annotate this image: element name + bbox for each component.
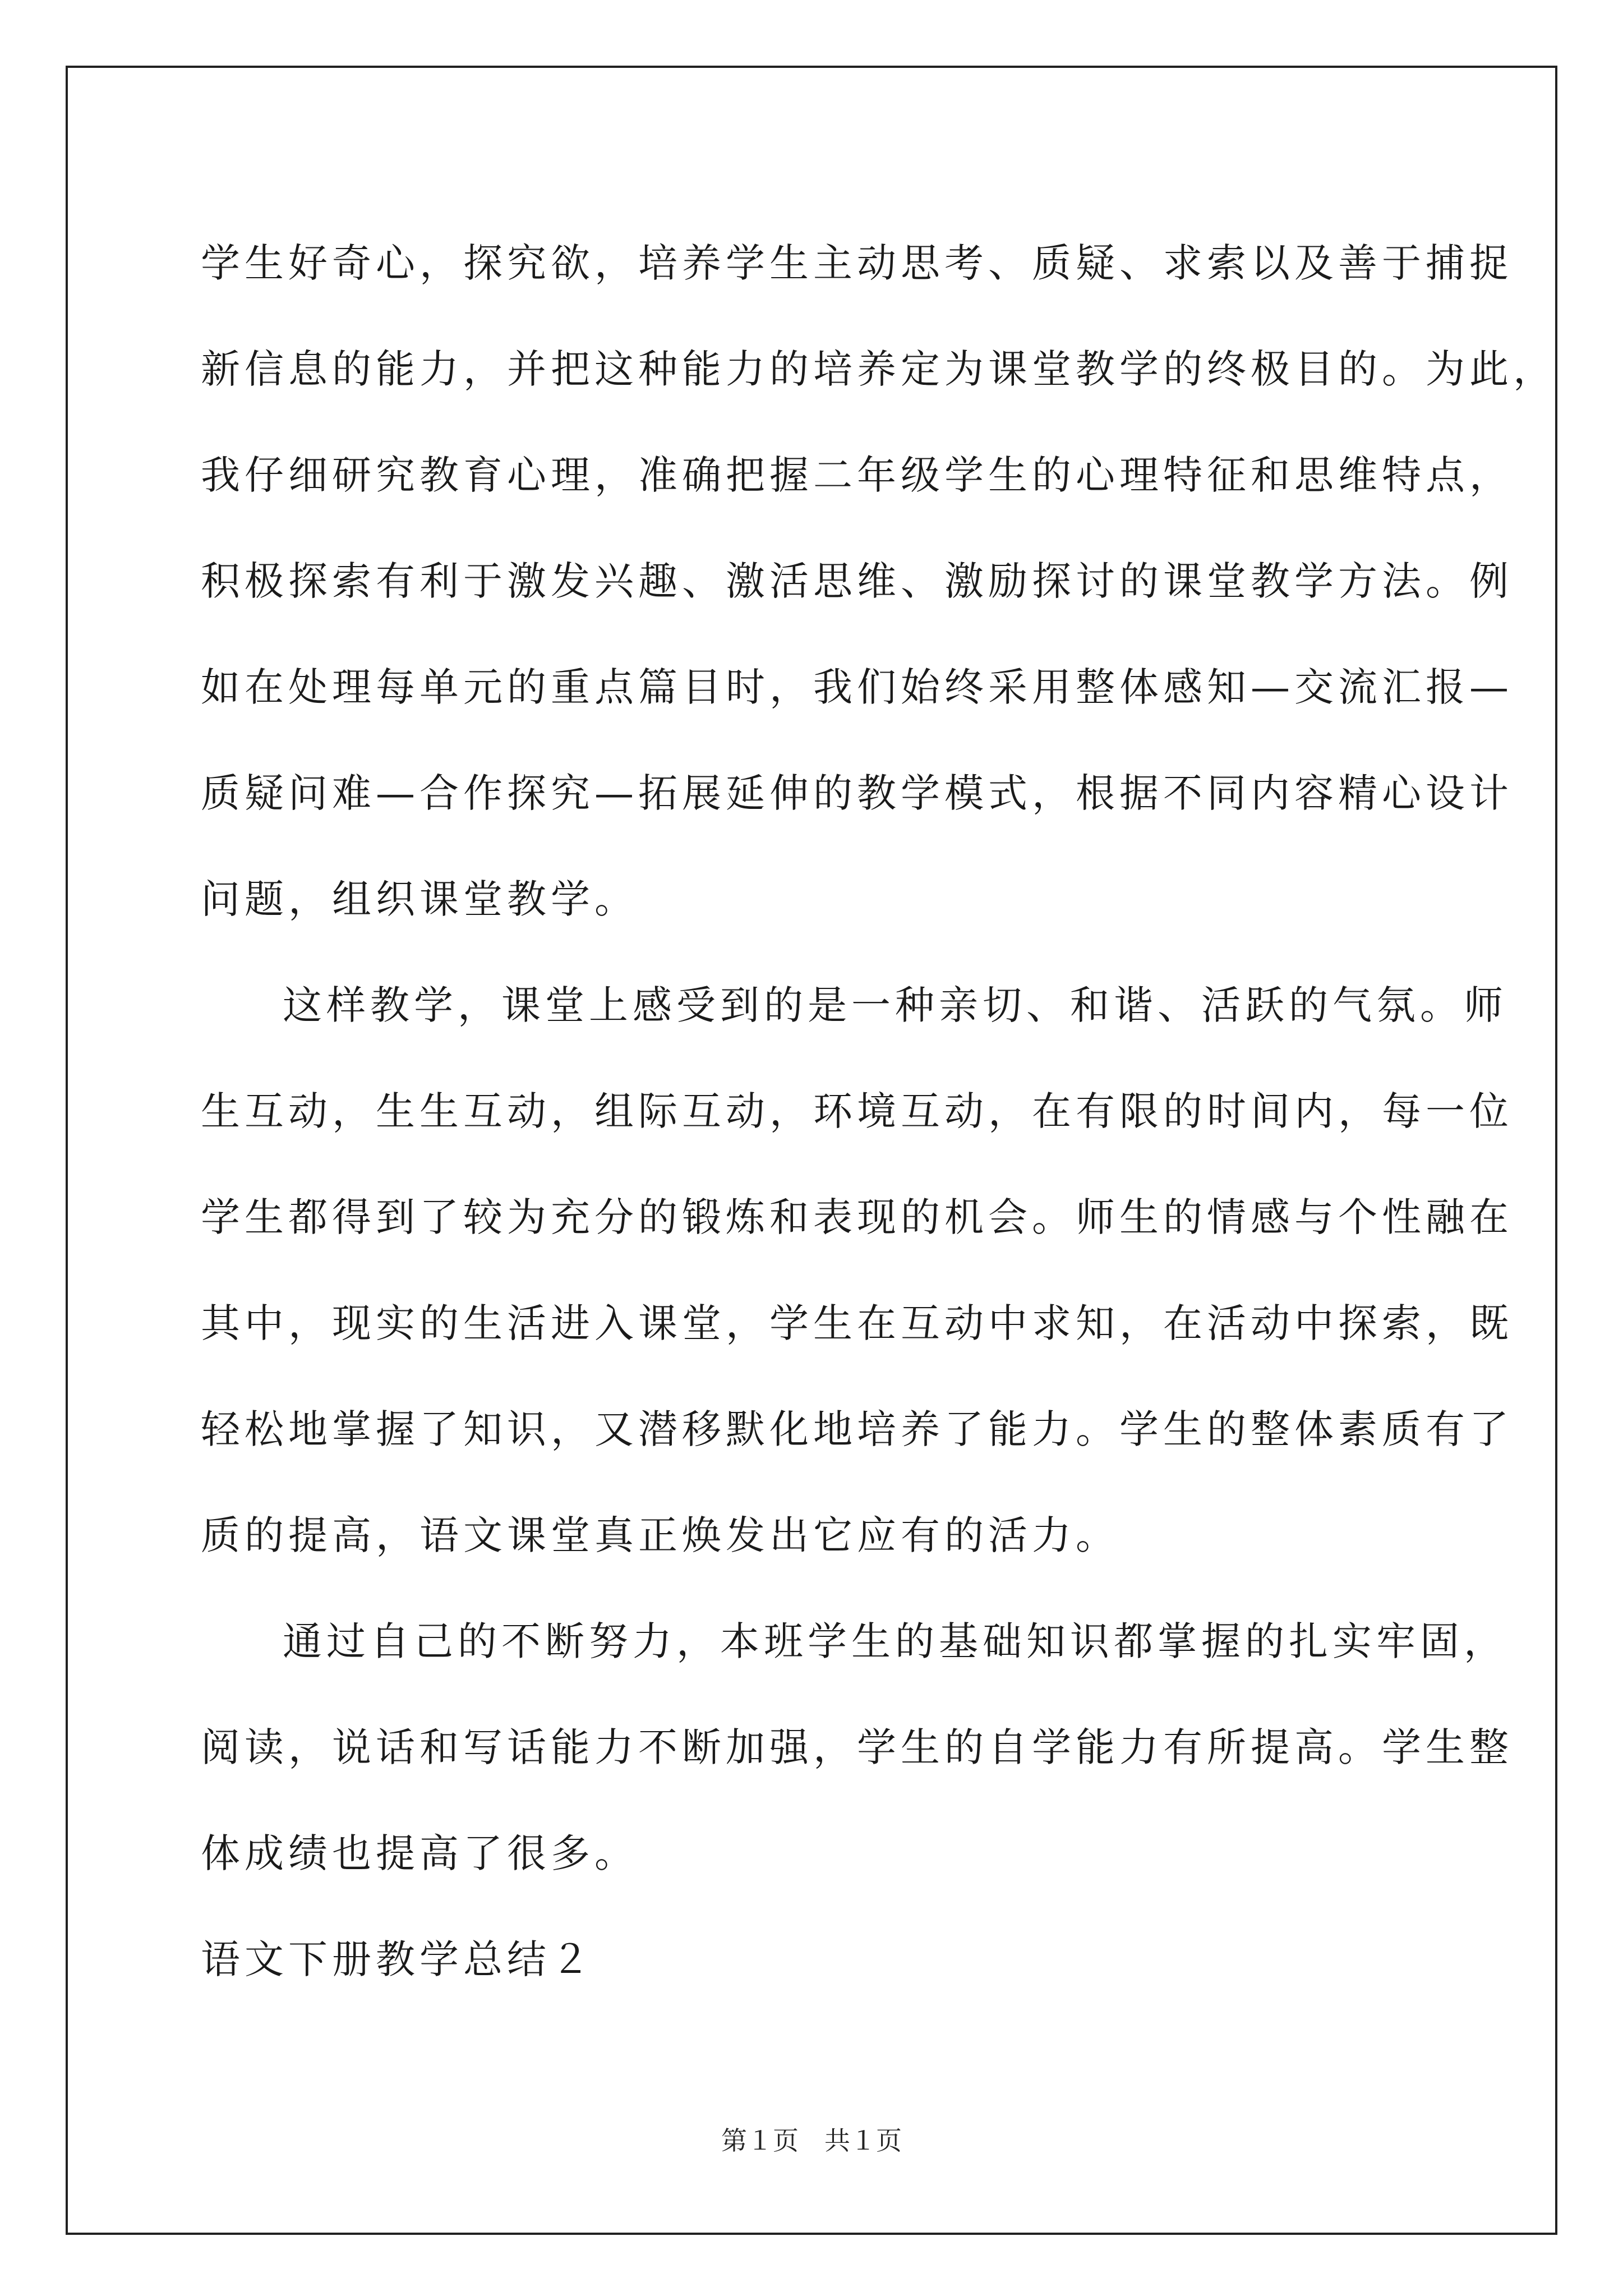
text-line: 通过自己的不断努力，本班学生的基础知识都掌握的扎实牢固，: [283, 1618, 1507, 1664]
text-line: 质疑问难—合作探究—拓展延伸的教学模式，根据不同内容精心设计: [201, 770, 1513, 816]
paragraph-3: [201, 1589, 1513, 1907]
text-line: 学生都得到了较为充分的锻炼和表现的机会。师生的情感与个性融在: [201, 1194, 1513, 1240]
text-line: 质的提高，语文课堂真正焕发出它应有的活力。: [201, 1512, 1119, 1558]
paragraph-2: [201, 953, 1513, 1589]
page-number-total: 共１页: [824, 2125, 902, 2156]
section-heading: 语文下册教学总结２: [201, 1936, 594, 1982]
text-line: 问题，组织课堂教学。: [201, 876, 638, 922]
text-line-indented: [201, 1589, 1507, 1695]
page-footer: [0, 2120, 1623, 2157]
text-line: 如在处理每单元的重点篇目时，我们始终采用整体感知—交流汇报—: [201, 664, 1513, 710]
text-line: 我仔细研究教育心理，准确把握二年级学生的心理特征和思维特点，: [201, 452, 1513, 498]
text-line: 积极探索有利于激发兴趣、激活思维、激励探讨的课堂教学方法。例: [201, 558, 1513, 604]
text-line: 这样教学，课堂上感受到的是一种亲切、和谐、活跃的气氛。师: [283, 982, 1507, 1028]
text-line: 新信息的能力，并把这种能力的培养定为课堂教学的终极目的。为此，: [201, 346, 1557, 392]
text-line: 轻松地掌握了知识，又潜移默化地培养了能力。学生的整体素质有了: [201, 1406, 1513, 1452]
page-number-current: 第１页: [721, 2125, 799, 2156]
text-line-indented: [201, 953, 1507, 1059]
text-line: 生互动，生生互动，组际互动，环境互动，在有限的时间内，每一位: [201, 1088, 1513, 1134]
text-line: 阅读，说话和写话能力不断加强，学生的自学能力有所提高。学生整: [201, 1724, 1513, 1770]
text-line: 体成绩也提高了很多。: [201, 1830, 638, 1876]
paragraph-1: [201, 210, 1557, 953]
text-line: 学生好奇心，探究欲，培养学生主动思考、质疑、求索以及善于捕捉: [201, 240, 1513, 286]
text-line: 其中，现实的生活进入课堂，学生在互动中求知，在活动中探索，既: [201, 1300, 1513, 1346]
document-body: [201, 210, 1557, 2013]
